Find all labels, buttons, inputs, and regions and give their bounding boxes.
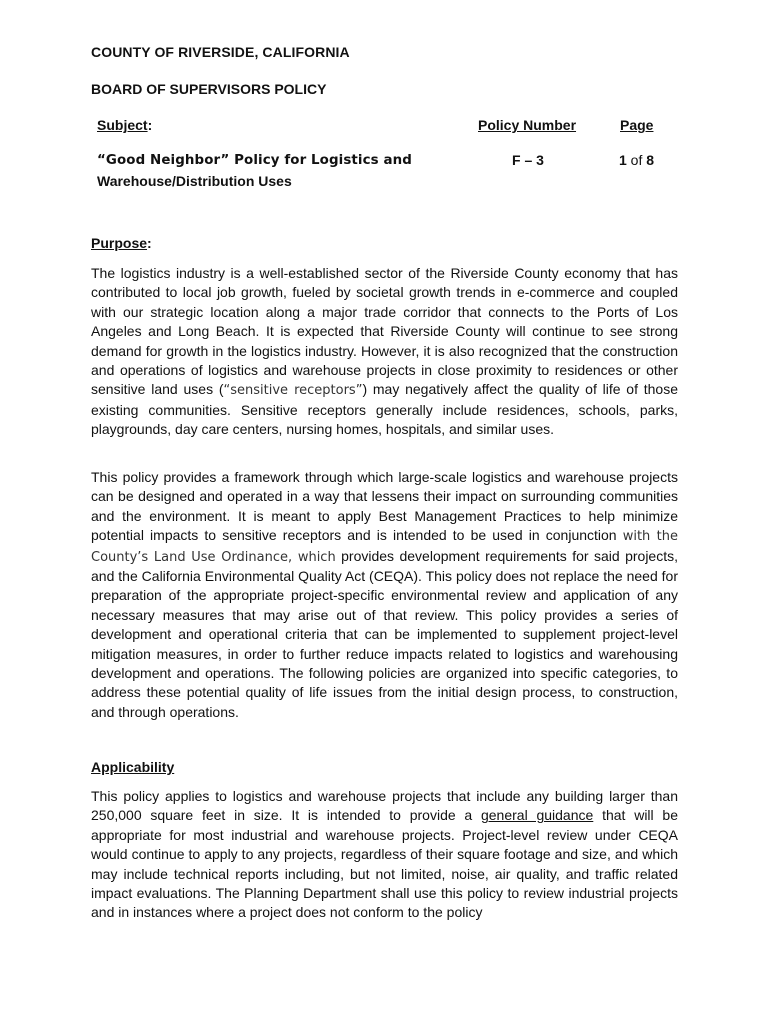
page-current: 1 xyxy=(619,152,627,168)
page-value xyxy=(619,152,654,168)
subject-title-line1: “Good Neighbor” Policy for Logistics and xyxy=(97,153,412,168)
policy-number-value: F – 3 xyxy=(512,152,544,168)
p1-part-c: ) may negatively affect the quality of life of those existing communities. Sensitive receptors generally include residences, schools, parks, playgrounds, day care centers, nursing homes, hospitals, and similar uses. xyxy=(91,381,679,438)
p2-land-use-ordinance: with the County’s Land Use Ordinance, which xyxy=(91,529,678,565)
applicability-paragraph xyxy=(91,787,678,923)
p1-part-a: The logistics industry is a well-established sector of the Riverside County economy that has contributed to local job growth, fueled by societal growth trends in e-commerce and coupled with our strategic location along a major trade corridor that connects to the Ports of Los Angeles and Long Beach. It is expected that Riverside County will continue to see strong demand for growth in the logistics industry. However, it is also recognized that the construction and operations of logistics and warehouse projects in close proximity to residences or other sensitive land uses ( xyxy=(91,265,678,398)
county-heading: COUNTY OF RIVERSIDE, CALIFORNIA xyxy=(91,44,350,60)
subject-title-line2: Warehouse/Distribution Uses xyxy=(97,173,292,189)
subject-label-text: Subject xyxy=(97,117,148,133)
purpose-heading-text: Purpose xyxy=(91,235,148,251)
purpose-heading xyxy=(91,235,152,251)
applicability-heading: Applicability xyxy=(91,759,175,775)
subject-label-colon: : xyxy=(147,117,153,133)
p3-part-a: This policy applies to logistics and warehouse projects that include any building larger than 250,000 square feet in size. It is intended to provide a xyxy=(91,788,678,824)
p1-sensitive-receptors: “sensitive receptors” xyxy=(223,383,363,399)
page-of: of xyxy=(626,152,647,168)
p2-part-a: This policy provides a framework through which large-scale logistics and warehouse projects can be designed and operated in a way that lessens their impact on surrounding communities and the environment. It is meant to apply Best Management Practices to help minimize potential impacts to sensitive receptors and is intended to be used in conjunction xyxy=(91,469,678,544)
subject-label xyxy=(97,117,152,133)
page-label: Page xyxy=(620,117,654,133)
policy-number-label: Policy Number xyxy=(478,117,577,133)
purpose-paragraph-2 xyxy=(91,468,678,722)
purpose-heading-colon: : xyxy=(147,235,152,251)
p3-part-b: that will be appropriate for most industrial and warehouse projects. Project-level review under CEQA would continue to apply to any projects, regardless of their square footage and size, and which may include technical reports including, but not limited, noise, air quality, and traffic related impact evaluations. The Planning Department shall use this policy to review industrial projects and in instances where a project does not conform to the policy xyxy=(91,807,678,921)
page-total: 8 xyxy=(646,152,655,168)
board-heading: BOARD OF SUPERVISORS POLICY xyxy=(91,81,327,97)
p2-part-c: provides development requirements for said projects, and the California Environmental Quality Act (CEQA). This policy does not replace the need for preparation of the appropriate project-specific environmental review and application of any necessary measures that may arise out of that review. This policy provides a series of development and operational criteria that can be implemented to supplement project-level mitigation measures, in order to further reduce impacts related to logistics and warehousing development and operations. The following policies are organized into specific categories, to address these potential quality of life issues from the initial design process, to construction, and through operations. xyxy=(91,547,679,720)
general-guidance-text: general guidance xyxy=(480,807,594,824)
purpose-paragraph-1 xyxy=(91,264,678,440)
subject-title xyxy=(97,151,427,191)
